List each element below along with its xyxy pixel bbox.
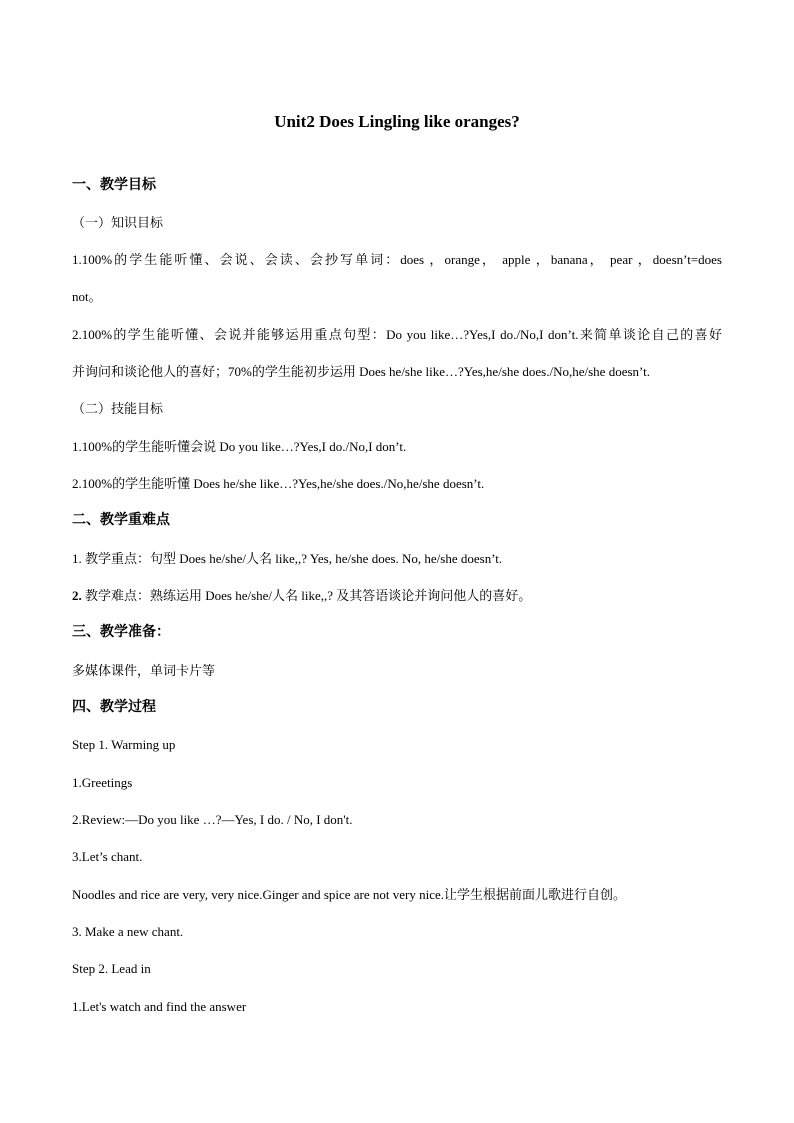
paragraph-difficult-point xyxy=(72,587,531,605)
step-1-new-chant: 3. Make a new chant. xyxy=(72,924,184,939)
paragraph-vocabulary-line2: not。 xyxy=(72,289,102,304)
paragraph-skill-2: 2.100%的学生能听懂 Does he/she like…?Yes,he/she does./No,he/she doesn’t. xyxy=(72,476,485,491)
step-1-review: 2.Review:—Do you like …?—Yes, I do. / No, I don't. xyxy=(72,812,353,827)
step-2-watch: 1.Let's watch and find the answer xyxy=(72,999,247,1014)
paragraph-key-point: 1. 教学重点：句型 Does he/she/人名 like,,? Yes, he/she does. No, he/she doesn’t. xyxy=(72,551,503,566)
paragraph-skill-1: 1.100%的学生能听懂会说 Do you like…?Yes,I do./No,I don’t. xyxy=(72,439,407,454)
step-2-heading: Step 2. Lead in xyxy=(72,961,151,976)
section-heading-process: 四、教学过程 xyxy=(72,700,156,715)
subheading-skill-objectives: （二）技能目标 xyxy=(72,401,164,416)
section-heading-key-points: 二、教学重难点 xyxy=(72,513,170,528)
paragraph-sentence-pattern-line1: 2.100%的学生能听懂、会说并能够运用重点句型：Do you like…?Yes,I do./No,I don’t.来简单谈论自己的喜好 xyxy=(72,327,722,342)
paragraph-vocabulary-line1: 1.100%的学生能听懂、会说、会读、会抄写单词：does ，orange， apple ，banana， pear ，doesn’t=does xyxy=(72,252,722,267)
subheading-knowledge-objectives: （一）知识目标 xyxy=(72,215,164,230)
section-heading-objectives: 一、教学目标 xyxy=(72,178,156,193)
step-1-chant: 3.Let’s chant. xyxy=(72,849,143,864)
paragraph-preparation: 多媒体课件，单词卡片等 xyxy=(72,663,216,678)
section-heading-preparation: 三、教学准备： xyxy=(72,625,170,640)
step-1-heading: Step 1. Warming up xyxy=(72,737,176,752)
paragraph-sentence-pattern-line2: 并询问和谈论他人的喜好；70%的学生能初步运用 Does he/she like…?Yes,he/she does./No,he/she doesn’t. xyxy=(72,364,650,379)
step-1-chant-text: Noodles and rice are very, very nice.Ginger and spice are not very nice.让学生根据前面儿歌进行自创。 xyxy=(72,887,627,902)
difficult-point-text: 教学难点：熟练运用 Does he/she/人名 like,,? 及其答语谈论并询问他人的喜好。 xyxy=(81,588,532,603)
step-1-greetings: 1.Greetings xyxy=(72,775,133,790)
difficult-point-number: 2. xyxy=(72,588,82,603)
document-title: Unit2 Does Lingling like oranges? xyxy=(274,112,520,131)
